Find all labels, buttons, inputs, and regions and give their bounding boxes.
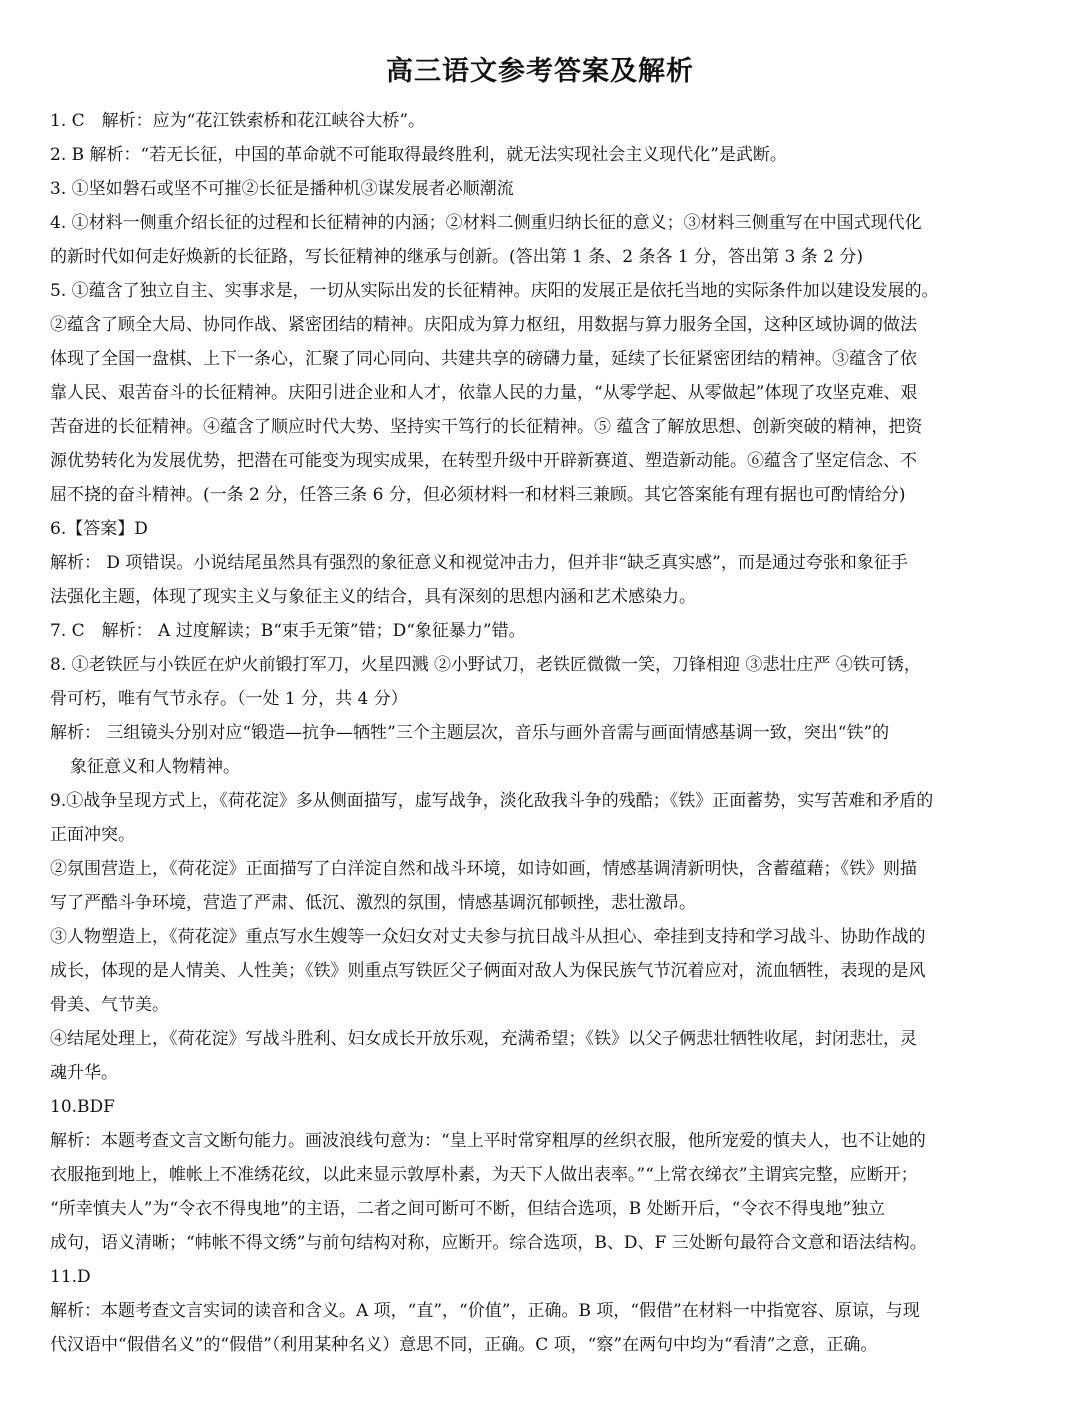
answer-10: 10.BDF xyxy=(50,1097,115,1117)
answer-5-cont: ②蕴含了顾全大局、协同作战、紧密团结的精神。庆阳成为算力枢纽，用数据与算力服务全国，这种区域协调的做法 xyxy=(50,315,917,335)
answer-3: 3. ①坚如磐石或坚不可摧②长征是播种机③谋发展者必顺潮流 xyxy=(50,179,514,199)
answer-9-point-3-cont: 成长，体现的是人情美、人性美；《铁》则重点写铁匠父子俩面对敌人为保民族气节沉着应对，流血牺牲，表现的是风 xyxy=(50,961,926,981)
answer-5-cont: 屈不挠的奋斗精神。(一条 2 分，任答三条 6 分，但必须材料一和材料三兼顾。其它答案能有理有据也可酌情给分) xyxy=(50,485,906,505)
answer-8-analysis: 解析： 三组镜头分别对应“锻造—抗争—牺牲”三个主题层次，音乐与画外音需与画面情感基调一致，突出“铁”的 xyxy=(50,723,890,743)
answer-4-cont: 的新时代如何走好焕新的长征路，写长征精神的继承与创新。(答出第 1 条、2 条各 1 分，答出第 3 条 2 分) xyxy=(50,247,863,267)
answer-9-point-2: ②氛围营造上，《荷花淀》正面描写了白洋淀自然和战斗环境，如诗如画，情感基调清新明快，含蓄蕴藉；《铁》则描 xyxy=(50,859,917,879)
answer-11-analysis-cont: 代汉语中“假借名义”的“假借”（利用某种名义）意思不同，正确。C 项，“察”在两句中均为“看清”之意，正确。 xyxy=(50,1335,878,1355)
answer-5-cont: 靠人民、艰苦奋斗的长征精神。庆阳引进企业和人才，依靠人民的力量，“从零学起、从零做起”体现了攻坚克难、艰 xyxy=(50,383,918,403)
answer-9-point-3: ③人物塑造上，《荷花淀》重点写水生嫂等一众妇女对丈夫参与抗日战斗从担心、牵挂到支持和学习战斗、协助作战的 xyxy=(50,927,926,947)
answer-10-analysis: 解析：本题考查文言文断句能力。画波浪线句意为：“皇上平时常穿粗厚的丝织衣服，他所宠爱的慎夫人，也不让她的 xyxy=(50,1131,926,1151)
answer-8-analysis-cont: 象征意义和人物精神。 xyxy=(70,757,240,777)
answer-11: 11.D xyxy=(50,1267,91,1287)
answer-9-point-4: ④结尾处理上，《荷花淀》写战斗胜利、妇女成长开放乐观，充满希望；《铁》以父子俩悲壮牺牲收尾，封闭悲壮，灵 xyxy=(50,1029,917,1049)
answer-9-point-4-cont: 魂升华。 xyxy=(50,1063,118,1083)
answer-4: 4. ①材料一侧重介绍长征的过程和长征精神的内涵；②材料二侧重归纳长征的意义；③材料三侧重写在中国式现代化 xyxy=(50,213,922,233)
answer-5-cont: 源优势转化为发展优势，把潜在可能变为现实成果，在转型升级中开辟新赛道、塑造新动能。⑥蕴含了坚定信念、不 xyxy=(50,451,917,471)
answer-1: 1. C 解析：应为“花江铁索桥和花江峡谷大桥”。 xyxy=(50,111,426,131)
page-title: 高三语文参考答案及解析 xyxy=(386,56,694,87)
answer-9-point-3-cont: 骨美、气节美。 xyxy=(50,995,169,1015)
answer-5-cont: 体现了全国一盘棋、上下一条心，汇聚了同心同向、共建共享的磅礴力量，延续了长征紧密团结的精神。③蕴含了依 xyxy=(50,349,917,369)
answer-9-point-1-cont: 正面冲突。 xyxy=(50,825,135,845)
answer-2: 2. B 解析：“若无长征，中国的革命就不可能取得最终胜利，就无法实现社会主义现代化”是武断。 xyxy=(50,145,787,165)
answer-5: 5. ①蕴含了独立自主、实事求是，一切从实际出发的长征精神。庆阳的发展正是依托当地的实际条件加以建设发展的。 xyxy=(50,281,939,301)
answer-9-point-1: 9.①战争呈现方式上，《荷花淀》多从侧面描写，虚写战争，淡化敌我斗争的残酷；《铁》正面蓄势，实写苦难和矛盾的 xyxy=(50,791,934,811)
answer-10-analysis-cont: 成句，语义清晰；“帏帐不得文绣”与前句结构对称，应断开。综合选项，B、D、F 三处断句最符合文意和语法结构。 xyxy=(50,1233,927,1253)
answer-10-analysis-cont: 衣服拖到地上，帷帐上不准绣花纹，以此来显示敦厚朴素，为天下人做出表率。”“上常衣绨衣”主谓宾完整，应断开； xyxy=(50,1165,918,1185)
answer-6-analysis-cont: 法强化主题，体现了现实主义与象征主义的结合，具有深刻的思想内涵和艺术感染力。 xyxy=(50,587,696,607)
answer-10-analysis-cont: “所幸慎夫人”为“令衣不得曳地”的主语，二者之间可断可不断，但结合选项，B 处断开后，“令衣不得曳地”独立 xyxy=(50,1199,886,1219)
answer-8: 8. ①老铁匠与小铁匠在炉火前锻打军刀，火星四溅 ②小野试刀，老铁匠微微一笑，刀锋相迎 ③悲壮庄严 ④铁可锈， xyxy=(50,655,921,675)
answer-7: 7. C 解析： A 过度解读；B“束手无策”错；D“象征暴力”错。 xyxy=(50,621,526,641)
answer-8-cont: 骨可朽，唯有气节永存。（一处 1 分，共 4 分） xyxy=(50,689,408,709)
answer-11-analysis: 解析：本题考查文言实词的读音和含义。A 项，“直”，“价值”，正确。B 项，“假借”在材料一中指宽容、原谅，与现 xyxy=(50,1301,920,1321)
answer-9-point-2-cont: 写了严酷斗争环境，营造了严肃、低沉、激烈的氛围，情感基调沉郁顿挫，悲壮激昂。 xyxy=(50,893,696,913)
answer-5-cont: 苦奋进的长征精神。④蕴含了顺应时代大势、坚持实干笃行的长征精神。⑤ 蕴含了解放思想、创新突破的精神，把资 xyxy=(50,417,923,437)
answer-6-analysis: 解析： D 项错误。小说结尾虽然具有强烈的象征意义和视觉冲击力，但并非“缺乏真实感”，而是通过夸张和象征手 xyxy=(50,553,908,573)
answer-6: 6.【答案】D xyxy=(50,519,148,539)
